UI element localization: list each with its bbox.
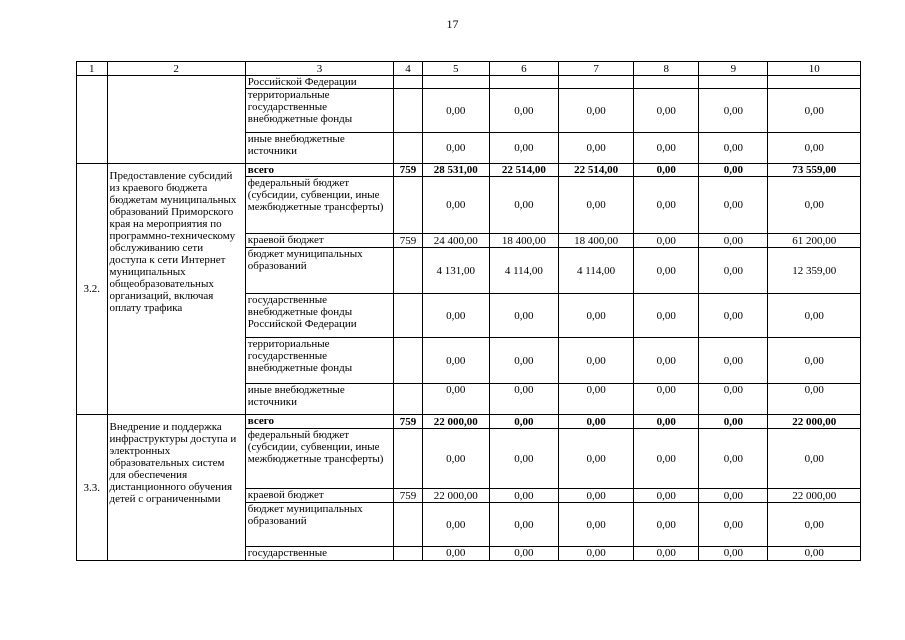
header-cell: 4 — [394, 62, 422, 76]
value-cell: 0,00 — [699, 294, 768, 338]
value-cell: 4 114,00 — [489, 248, 558, 294]
source-name: федеральный бюджет (субсидии, субвенции, иные межбюджетные трансферты) — [245, 429, 393, 489]
value-cell: 0,00 — [699, 489, 768, 503]
value-cell: 4 131,00 — [422, 248, 489, 294]
budget-code — [394, 384, 422, 415]
source-name: бюджет муниципальных образований — [245, 248, 393, 294]
source-name: бюджет муниципальных образований — [245, 503, 393, 547]
value-cell — [634, 76, 699, 89]
budget-code: 759 — [394, 164, 422, 177]
source-name: краевой бюджет — [245, 234, 393, 248]
value-cell: 0,00 — [422, 89, 489, 133]
value-cell: 0,00 — [699, 177, 768, 234]
value-cell: 0,00 — [422, 384, 489, 415]
table-row — [77, 415, 861, 429]
budget-code — [394, 429, 422, 489]
value-cell: 0,00 — [699, 164, 768, 177]
source-name: государственные — [245, 547, 393, 561]
value-cell: 0,00 — [699, 547, 768, 561]
value-cell: 0,00 — [768, 547, 861, 561]
value-cell — [489, 76, 558, 89]
header-cell: 9 — [699, 62, 768, 76]
item-description-cell — [107, 76, 245, 164]
value-cell: 0,00 — [489, 384, 558, 415]
budget-code — [394, 338, 422, 384]
value-cell: 0,00 — [558, 429, 633, 489]
value-cell: 0,00 — [768, 294, 861, 338]
budget-code: 759 — [394, 415, 422, 429]
value-cell: 0,00 — [699, 89, 768, 133]
value-cell: 0,00 — [634, 429, 699, 489]
value-cell: 0,00 — [768, 503, 861, 547]
header-cell: 5 — [422, 62, 489, 76]
value-cell: 0,00 — [558, 489, 633, 503]
value-cell: 22 514,00 — [489, 164, 558, 177]
value-cell: 0,00 — [489, 415, 558, 429]
source-name: федеральный бюджет (субсидии, субвенции, иные межбюджетные трансферты) — [245, 177, 393, 234]
value-cell: 0,00 — [634, 384, 699, 415]
source-name: территориальные государственные внебюджетные фонды — [245, 89, 393, 133]
value-cell: 0,00 — [422, 294, 489, 338]
value-cell: 0,00 — [489, 489, 558, 503]
value-cell: 0,00 — [699, 384, 768, 415]
value-cell: 0,00 — [699, 248, 768, 294]
value-cell: 0,00 — [558, 547, 633, 561]
value-cell: 73 559,00 — [768, 164, 861, 177]
value-cell: 0,00 — [558, 294, 633, 338]
value-cell: 0,00 — [422, 429, 489, 489]
value-cell: 0,00 — [558, 89, 633, 133]
table-row — [77, 76, 861, 89]
value-cell: 0,00 — [422, 338, 489, 384]
value-cell: 0,00 — [489, 177, 558, 234]
value-cell: 0,00 — [558, 503, 633, 547]
value-cell: 0,00 — [634, 547, 699, 561]
value-cell: 0,00 — [768, 384, 861, 415]
value-cell: 0,00 — [489, 429, 558, 489]
value-cell: 0,00 — [768, 133, 861, 164]
value-cell: 0,00 — [558, 338, 633, 384]
source-name: краевой бюджет — [245, 489, 393, 503]
value-cell: 28 531,00 — [422, 164, 489, 177]
value-cell: 0,00 — [422, 547, 489, 561]
budget-code — [394, 133, 422, 164]
budget-code — [394, 248, 422, 294]
value-cell: 22 000,00 — [422, 489, 489, 503]
value-cell: 0,00 — [422, 177, 489, 234]
budget-table — [76, 61, 861, 561]
page-number: 17 — [446, 17, 459, 31]
value-cell: 0,00 — [489, 503, 558, 547]
source-name: государственные внебюджетные фонды Российской Федерации — [245, 294, 393, 338]
item-description: Внедрение и поддержка инфраструктуры доступа и электронных образовательных систем для обеспечения дистанционного обучения детей с ограниченными — [107, 415, 245, 561]
value-cell: 0,00 — [558, 177, 633, 234]
budget-code — [394, 503, 422, 547]
budget-code — [394, 547, 422, 561]
value-cell: 0,00 — [699, 338, 768, 384]
value-cell: 4 114,00 — [558, 248, 633, 294]
budget-code — [394, 76, 422, 89]
item-number-cell — [77, 76, 108, 164]
value-cell: 0,00 — [768, 338, 861, 384]
value-cell: 0,00 — [489, 133, 558, 164]
value-cell: 0,00 — [422, 503, 489, 547]
value-cell: 0,00 — [634, 177, 699, 234]
header-cell: 10 — [768, 62, 861, 76]
header-cell: 6 — [489, 62, 558, 76]
source-name: Российской Федерации — [245, 76, 393, 89]
value-cell: 0,00 — [634, 503, 699, 547]
value-cell: 0,00 — [768, 89, 861, 133]
value-cell: 0,00 — [768, 177, 861, 234]
value-cell: 0,00 — [699, 503, 768, 547]
value-cell: 24 400,00 — [422, 234, 489, 248]
header-row — [77, 62, 861, 76]
value-cell: 0,00 — [699, 415, 768, 429]
value-cell: 0,00 — [634, 89, 699, 133]
value-cell: 0,00 — [768, 429, 861, 489]
header-cell: 8 — [634, 62, 699, 76]
value-cell: 0,00 — [489, 338, 558, 384]
value-cell — [422, 76, 489, 89]
header-cell: 2 — [107, 62, 245, 76]
value-cell: 0,00 — [699, 429, 768, 489]
value-cell: 0,00 — [634, 133, 699, 164]
value-cell — [699, 76, 768, 89]
source-name: всего — [245, 164, 393, 177]
value-cell: 0,00 — [558, 415, 633, 429]
value-cell: 0,00 — [634, 338, 699, 384]
value-cell — [558, 76, 633, 89]
value-cell: 0,00 — [489, 547, 558, 561]
value-cell: 0,00 — [699, 234, 768, 248]
budget-code — [394, 89, 422, 133]
source-name: всего — [245, 415, 393, 429]
table-row — [77, 164, 861, 177]
value-cell: 61 200,00 — [768, 234, 861, 248]
item-description: Предоставление субсидий из краевого бюджета бюджетам муниципальных образований Приморского края на мероприятия по программно-техническому обслуживанию сети доступа к сети Интернет муниципальных общеобразовательных организаций, включая оплату трафика — [107, 164, 245, 415]
header-cell: 3 — [245, 62, 393, 76]
value-cell: 22 000,00 — [422, 415, 489, 429]
item-number: 3.3. — [77, 415, 108, 561]
value-cell: 18 400,00 — [489, 234, 558, 248]
header-cell: 7 — [558, 62, 633, 76]
value-cell: 22 000,00 — [768, 415, 861, 429]
source-name: иные внебюджетные источники — [245, 384, 393, 415]
source-name: иные внебюджетные источники — [245, 133, 393, 164]
item-number: 3.2. — [77, 164, 108, 415]
value-cell: 12 359,00 — [768, 248, 861, 294]
value-cell: 0,00 — [634, 294, 699, 338]
value-cell: 0,00 — [634, 489, 699, 503]
value-cell: 0,00 — [558, 133, 633, 164]
value-cell: 0,00 — [558, 384, 633, 415]
value-cell: 0,00 — [634, 164, 699, 177]
value-cell: 0,00 — [422, 133, 489, 164]
budget-code: 759 — [394, 234, 422, 248]
budget-code — [394, 177, 422, 234]
value-cell: 0,00 — [634, 248, 699, 294]
budget-code — [394, 294, 422, 338]
value-cell: 0,00 — [699, 133, 768, 164]
value-cell: 0,00 — [634, 234, 699, 248]
value-cell — [768, 76, 861, 89]
budget-code: 759 — [394, 489, 422, 503]
value-cell: 0,00 — [489, 89, 558, 133]
value-cell: 18 400,00 — [558, 234, 633, 248]
value-cell: 0,00 — [489, 294, 558, 338]
value-cell: 22 000,00 — [768, 489, 861, 503]
header-cell: 1 — [77, 62, 108, 76]
value-cell: 22 514,00 — [558, 164, 633, 177]
value-cell: 0,00 — [634, 415, 699, 429]
source-name: территориальные государственные внебюджетные фонды — [245, 338, 393, 384]
